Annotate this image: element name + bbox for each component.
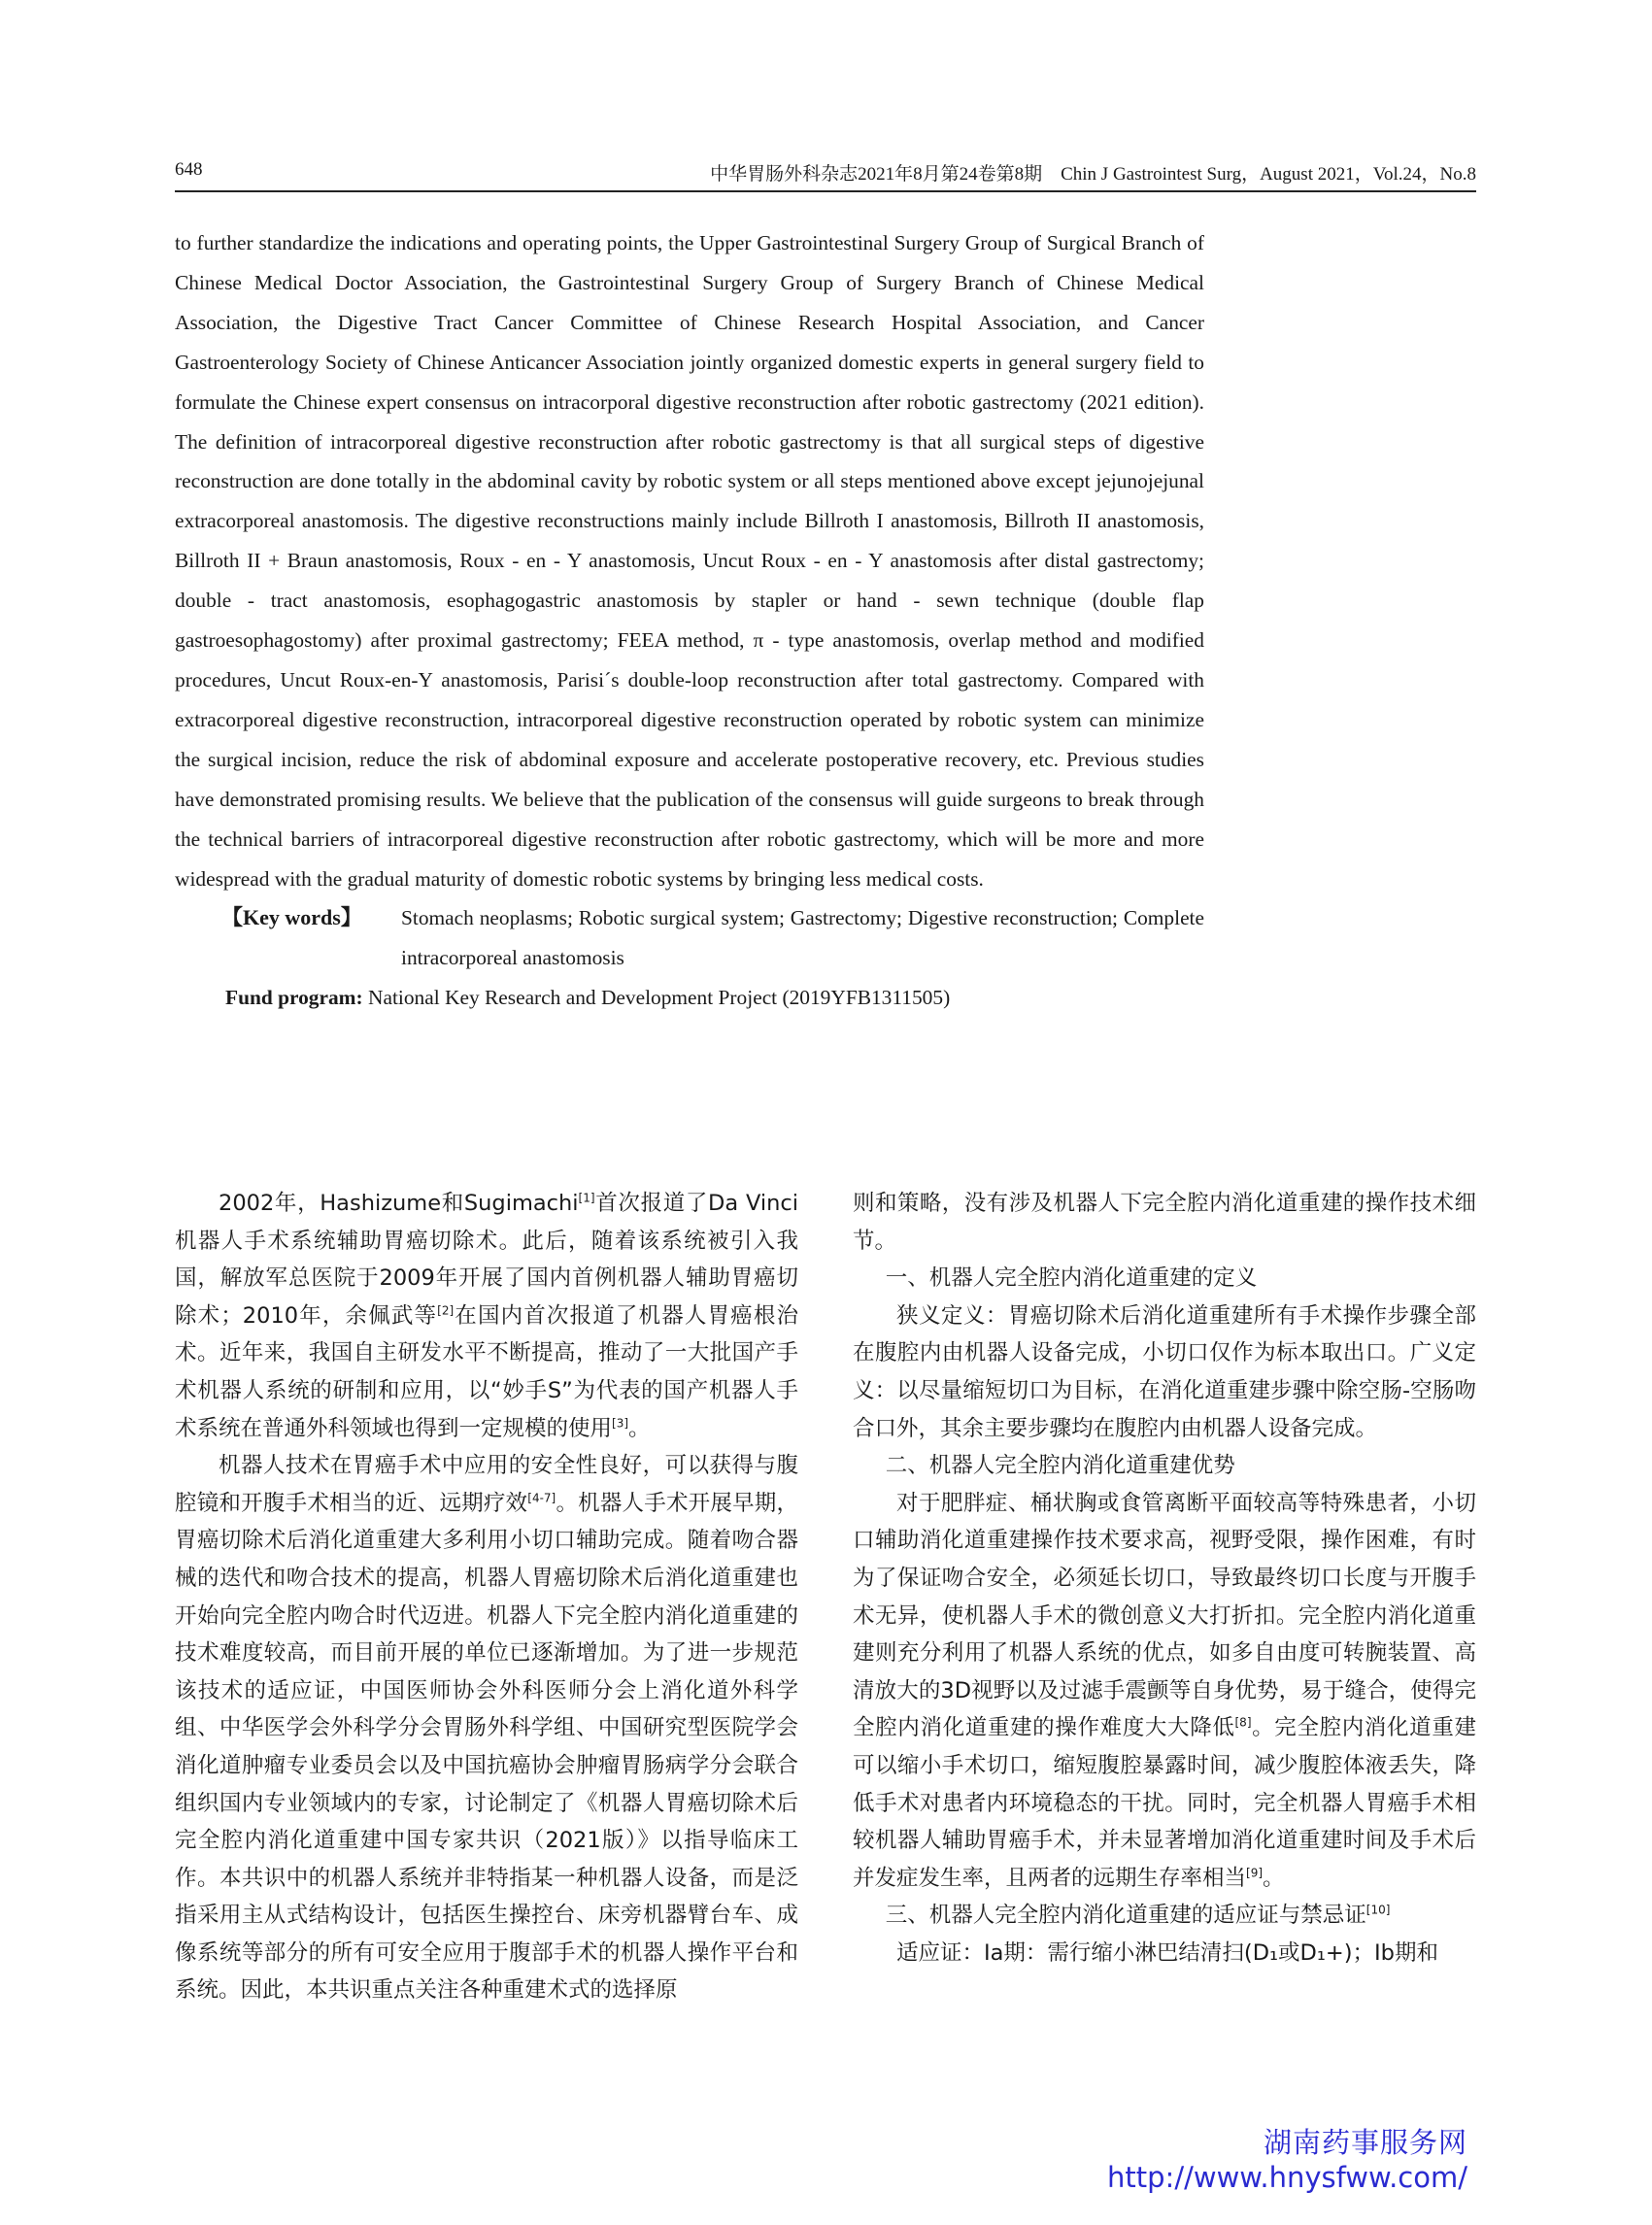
- english-abstract: [175, 223, 1204, 1018]
- body-paragraph: 则和策略，没有涉及机器人下完全腔内消化道重建的操作技术细节。: [853, 1191, 1476, 1254]
- citation-ref[interactable]: [2]: [437, 1303, 455, 1318]
- fund-program: [175, 978, 1204, 1018]
- body-paragraph: 对于肥胖症、桶状胸或食管离断平面较高等特殊患者，小切口辅助消化道重建操作技术要求高，视野受限，操作困难，有时为了保证吻合安全，必须延长切口，导致最终切口长度与开腹手术无异，使机器人手术的微创意义大打折扣。完全腔内消化道重建则充分利用了机器人系统的优点，如多自由度可转腕装置、高清放大的3D视野以及过滤手震颤等自身优势，易于缝合，使得完全腔内消化道重建的操作难度大大降低[8]。完全腔内消化道重建可以缩小手术切口，缩短腹腔暴露时间，减少腹腔体液丢失，降低手术对患者内环境稳态的干扰。同时，完全机器人胃癌手术相较机器人辅助胃癌手术，并未显著增加消化道重建时间及手术后并发症发生率，且两者的远期生存率相当[9]。: [853, 1490, 1476, 1891]
- left-column: [175, 1185, 798, 2009]
- keywords-label: 【Key words】: [221, 905, 362, 930]
- section-heading: 二、机器人完全腔内消化道重建优势: [885, 1453, 1235, 1479]
- right-column: [853, 1185, 1476, 1972]
- journal-citation: 中华胃肠外科杂志2021年8月第24卷第8期 Chin J Gastrointest Surg，August 2021，Vol.24，No.8: [710, 164, 1476, 185]
- body-paragraph: 适应证：Ⅰa期：需行缩小淋巴结清扫(D₁或D₁+)；Ⅰb期和: [896, 1939, 1438, 1966]
- keywords-text: Stomach neoplasms; Robotic surgical system; Gastrectomy; Digestive reconstruction; Complete intracorporeal anastomosis: [401, 906, 1204, 970]
- body-paragraph: 2002年，Hashizume和Sugimachi[1]首次报道了Da Vinci机器人手术系统辅助胃癌切除术。此后，随着该系统被引入我国，解放军总医院于2009年开展了国内首例机器人辅助胃癌切除术；2010年，余佩武等[2]在国内首次报道了机器人胃癌根治术。近年来，我国自主研发水平不断提高，推动了一大批国产手术机器人系统的研制和应用，以“妙手S”为代表的国产机器人手术系统在普通外科领域也得到一定规模的使用[3]。: [175, 1191, 798, 1441]
- fund-text: National Key Research and Development Project (2019YFB1311505): [368, 986, 951, 1010]
- citation-ref[interactable]: [8]: [1234, 1715, 1252, 1730]
- citation-ref[interactable]: [9]: [1246, 1866, 1264, 1880]
- citation-ref[interactable]: [10]: [1365, 1903, 1391, 1917]
- site-watermark: [1107, 2125, 1467, 2195]
- abstract-text: to further standardize the indications and operating points, the Upper Gastrointestinal Surgery Group of Surgical Branch of Chinese Medical Doctor Association, the Gastrointestinal Surgery Group of Surgery Branch of Chinese Medical Association, the Digestive Tract Cancer Committee of Chinese Research Hospital Association, and Cancer Gastroenterology Society of Chinese Anticancer Association jointly organized domestic experts in general surgery field to formulate the Chinese expert consensus on intracorporal digestive reconstruction after robotic gastrectomy (2021 edition). The definition of intracorporeal digestive reconstruction after robotic gastrectomy is that all surgical steps of digestive reconstruction are done totally in the abdominal cavity by robotic system or all steps mentioned above except jejunojejunal extracorporeal anastomosis. The digestive reconstructions mainly include Billroth I anastomosis, Billroth II anastomosis, Billroth II + Braun anastomosis, Roux - en - Y anastomosis, Uncut Roux - en - Y anastomosis after distal gastrectomy; double - tract anastomosis, esophagogastric anastomosis by stapler or hand - sewn technique (double flap gastroesophagostomy) after proximal gastrectomy; FEEA method, π - type anastomosis, overlap method and modified procedures, Uncut Roux-en-Y anastomosis, Parisi´s double-loop reconstruction after total gastrectomy. Compared with extracorporeal digestive reconstruction, intracorporeal digestive reconstruction operated by robotic system can minimize the surgical incision, reduce the risk of abdominal exposure and accelerate postoperative recovery, etc. Previous studies have demonstrated promising results. We believe that the publication of the consensus will guide surgeons to break through the technical barriers of intracorporeal digestive reconstruction after robotic gastrectomy, which will be more and more widespread with the gradual maturity of domestic robotic systems by bringing less medical costs.: [175, 231, 1204, 891]
- header-divider: [175, 190, 1476, 192]
- running-header: [175, 159, 1476, 188]
- citation-ref[interactable]: [3]: [612, 1416, 629, 1431]
- keywords: [175, 898, 1204, 978]
- fund-label: Fund program:: [225, 986, 363, 1010]
- section-heading: 一、机器人完全腔内消化道重建的定义: [885, 1265, 1258, 1292]
- citation-ref[interactable]: [1]: [578, 1191, 595, 1205]
- section-heading: 三、机器人完全腔内消化道重建的适应证与禁忌证[10]: [885, 1903, 1391, 1929]
- watermark-url[interactable]: http://www.hnysfww.com/: [1107, 2161, 1467, 2194]
- page-number: 648: [175, 159, 203, 180]
- watermark-name: 湖南药事服务网: [1263, 2126, 1467, 2159]
- body-paragraph: 机器人技术在胃癌手术中应用的安全性良好，可以获得与腹腔镜和开腹手术相当的近、远期疗效[4-7]。机器人手术开展早期，胃癌切除术后消化道重建大多利用小切口辅助完成。随着吻合器械的迭代和吻合技术的提高，机器人胃癌切除术后消化道重建也开始向完全腔内吻合时代迈进。机器人下完全腔内消化道重建的技术难度较高，而目前开展的单位已逐渐增加。为了进一步规范该技术的适应证，中国医师协会外科医师分会上消化道外科学组、中华医学会外科学分会胃肠外科学组、中国研究型医院学会消化道肿瘤专业委员会以及中国抗癌协会肿瘤胃肠病学分会联合组织国内专业领域内的专家，讨论制定了《机器人胃癌切除术后完全腔内消化道重建中国专家共识（2021版）》以指导临床工作。本共识中的机器人系统并非特指某一种机器人设备，而是泛指采用主从式结构设计，包括医生操控台、床旁机器臂台车、成像系统等部分的所有可安全应用于腹部手术的机器人操作平台和系统。因此，本共识重点关注各种重建术式的选择原: [175, 1453, 798, 2004]
- citation-ref[interactable]: [4-7]: [527, 1491, 556, 1505]
- body-paragraph: 狭义定义：胃癌切除术后消化道重建所有手术操作步骤全部在腹腔内由机器人设备完成，小切口仅作为标本取出口。广义定义：以尽量缩短切口为目标，在消化道重建步骤中除空肠-空肠吻合口外，其余主要步骤均在腹腔内由机器人设备完成。: [853, 1302, 1476, 1441]
